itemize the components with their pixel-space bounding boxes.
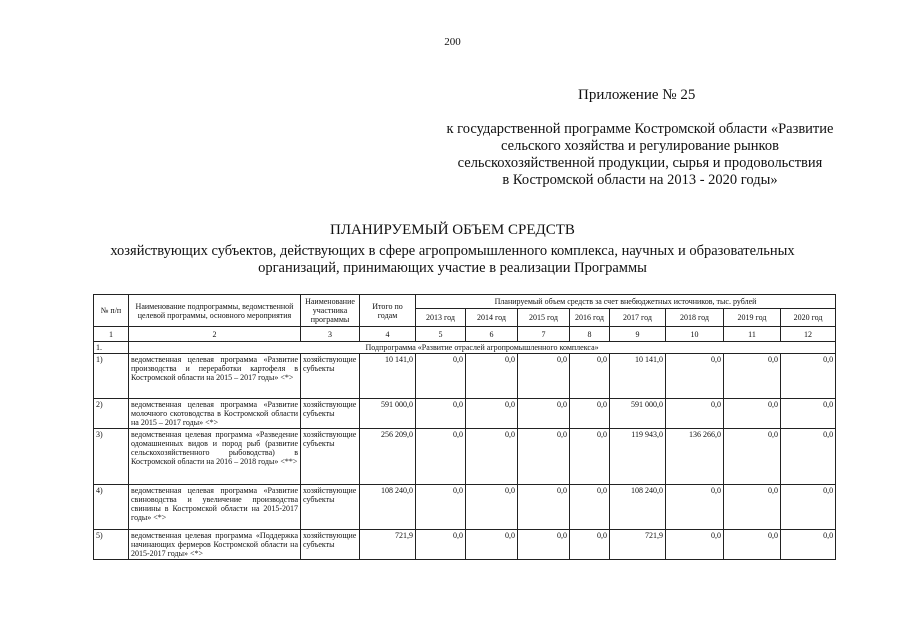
document-subtitle	[0, 243, 905, 277]
row-num: 1)	[94, 354, 129, 399]
row-year-value: 0,0	[781, 429, 836, 485]
column-number: 9	[610, 327, 666, 342]
column-number: 2	[129, 327, 301, 342]
row-participant: хозяйствующие субъекты	[301, 399, 360, 429]
row-year-value: 591 000,0	[610, 399, 666, 429]
table-row	[94, 354, 836, 399]
row-year-value: 0,0	[781, 485, 836, 530]
row-year-value: 119 943,0	[610, 429, 666, 485]
column-number: 12	[781, 327, 836, 342]
header-group: Планируемый объем средств за счет внебюджетных источников, тыс. рублей	[416, 295, 836, 309]
row-year-value: 0,0	[570, 530, 610, 560]
program-reference	[420, 121, 860, 189]
header-year: 2013 год	[416, 309, 466, 327]
row-year-value: 0,0	[416, 429, 466, 485]
row-name: ведомственная целевая программа «Развитие свиноводства и увеличение производства свинины в Костромской области на 2015-2017 годы» <*>	[129, 485, 301, 530]
header-num: № п/п	[94, 295, 129, 327]
column-number: 5	[416, 327, 466, 342]
row-name: ведомственная целевая программа «Поддержка начинающих фермеров Костромской области на 2015-2017 годы» <*>	[129, 530, 301, 560]
row-num: 3)	[94, 429, 129, 485]
page-number: 200	[444, 36, 461, 48]
header-year: 2017 год	[610, 309, 666, 327]
subtitle-line: хозяйствующих субъектов, действующих в сфере агропромышленного комплекса, научных и образовательных	[110, 243, 795, 259]
row-total: 10 141,0	[360, 354, 416, 399]
row-name: ведомственная целевая программа «Развитие производства и переработки картофеля в Костромской области на 2015 – 2017 годы» <*>	[129, 354, 301, 399]
program-line: в Костромской области на 2013 - 2020 годы»	[502, 172, 778, 188]
row-year-value: 0,0	[724, 399, 781, 429]
header-year: 2018 год	[666, 309, 724, 327]
row-year-value: 0,0	[416, 354, 466, 399]
table-row	[94, 530, 836, 560]
row-name: ведомственная целевая программа «Разведение одомашненных видов и пород рыб (развитие сельскохозяйственного рыбоводства) в Костромской области на 2016 – 2018 годы» <**>	[129, 429, 301, 485]
row-year-value: 0,0	[570, 429, 610, 485]
row-year-value: 0,0	[518, 485, 570, 530]
section-title: Подпрограмма «Развитие отраслей агропромышленного комплекса»	[129, 342, 836, 354]
appendix-title: Приложение № 25	[578, 87, 696, 103]
program-line: сельского хозяйства и регулирование рынков	[501, 138, 779, 154]
column-number: 8	[570, 327, 610, 342]
header-participant: Наименование участника программы	[301, 295, 360, 327]
row-year-value: 0,0	[466, 429, 518, 485]
row-year-value: 108 240,0	[610, 485, 666, 530]
row-year-value: 0,0	[466, 354, 518, 399]
row-name: ведомственная целевая программа «Развитие молочного скотоводства в Костромской области на 2015 – 2017 годы» <*>	[129, 399, 301, 429]
row-year-value: 0,0	[666, 530, 724, 560]
section-num: 1.	[94, 342, 129, 354]
header-year: 2014 год	[466, 309, 518, 327]
row-total: 108 240,0	[360, 485, 416, 530]
row-year-value: 0,0	[466, 485, 518, 530]
row-year-value: 0,0	[416, 530, 466, 560]
row-participant: хозяйствующие субъекты	[301, 530, 360, 560]
header-year: 2019 год	[724, 309, 781, 327]
row-total: 256 209,0	[360, 429, 416, 485]
table-row	[94, 399, 836, 429]
row-year-value: 0,0	[781, 399, 836, 429]
row-total: 721,9	[360, 530, 416, 560]
subtitle-line: организаций, принимающих участие в реализации Программы	[258, 260, 647, 276]
row-year-value: 0,0	[666, 354, 724, 399]
column-number: 6	[466, 327, 518, 342]
row-year-value: 0,0	[570, 399, 610, 429]
row-num: 5)	[94, 530, 129, 560]
row-year-value: 0,0	[518, 399, 570, 429]
column-number: 4	[360, 327, 416, 342]
row-year-value: 0,0	[724, 354, 781, 399]
row-participant: хозяйствующие субъекты	[301, 485, 360, 530]
row-year-value: 0,0	[570, 485, 610, 530]
header-total: Итого по годам	[360, 295, 416, 327]
row-year-value: 0,0	[518, 429, 570, 485]
header-name: Наименование подпрограммы, ведомственной целевой программы, основного мероприятия	[129, 295, 301, 327]
row-year-value: 0,0	[466, 530, 518, 560]
column-number: 3	[301, 327, 360, 342]
column-number: 11	[724, 327, 781, 342]
row-total: 591 000,0	[360, 399, 416, 429]
column-number: 1	[94, 327, 129, 342]
program-line: сельскохозяйственной продукции, сырья и продовольствия	[457, 155, 823, 171]
row-year-value: 0,0	[416, 485, 466, 530]
header-year: 2015 год	[518, 309, 570, 327]
row-year-value: 0,0	[466, 399, 518, 429]
row-year-value: 0,0	[781, 354, 836, 399]
row-year-value: 0,0	[781, 530, 836, 560]
row-num: 2)	[94, 399, 129, 429]
row-year-value: 0,0	[416, 399, 466, 429]
row-participant: хозяйствующие субъекты	[301, 354, 360, 399]
document-title: ПЛАНИРУЕМЫЙ ОБЪЕМ СРЕДСТВ	[330, 222, 575, 238]
header-year: 2020 год	[781, 309, 836, 327]
row-year-value: 0,0	[724, 429, 781, 485]
row-year-value: 0,0	[666, 399, 724, 429]
row-year-value: 0,0	[518, 530, 570, 560]
row-year-value: 0,0	[518, 354, 570, 399]
program-line: к государственной программе Костромской области «Развитие	[446, 121, 834, 137]
row-num: 4)	[94, 485, 129, 530]
row-participant: хозяйствующие субъекты	[301, 429, 360, 485]
table-row	[94, 429, 836, 485]
column-number: 10	[666, 327, 724, 342]
funding-table	[93, 294, 836, 560]
row-year-value: 0,0	[666, 485, 724, 530]
row-year-value: 136 266,0	[666, 429, 724, 485]
table-row	[94, 485, 836, 530]
header-year: 2016 год	[570, 309, 610, 327]
row-year-value: 0,0	[724, 530, 781, 560]
row-year-value: 0,0	[570, 354, 610, 399]
column-number: 7	[518, 327, 570, 342]
row-year-value: 721,9	[610, 530, 666, 560]
row-year-value: 0,0	[724, 485, 781, 530]
row-year-value: 10 141,0	[610, 354, 666, 399]
